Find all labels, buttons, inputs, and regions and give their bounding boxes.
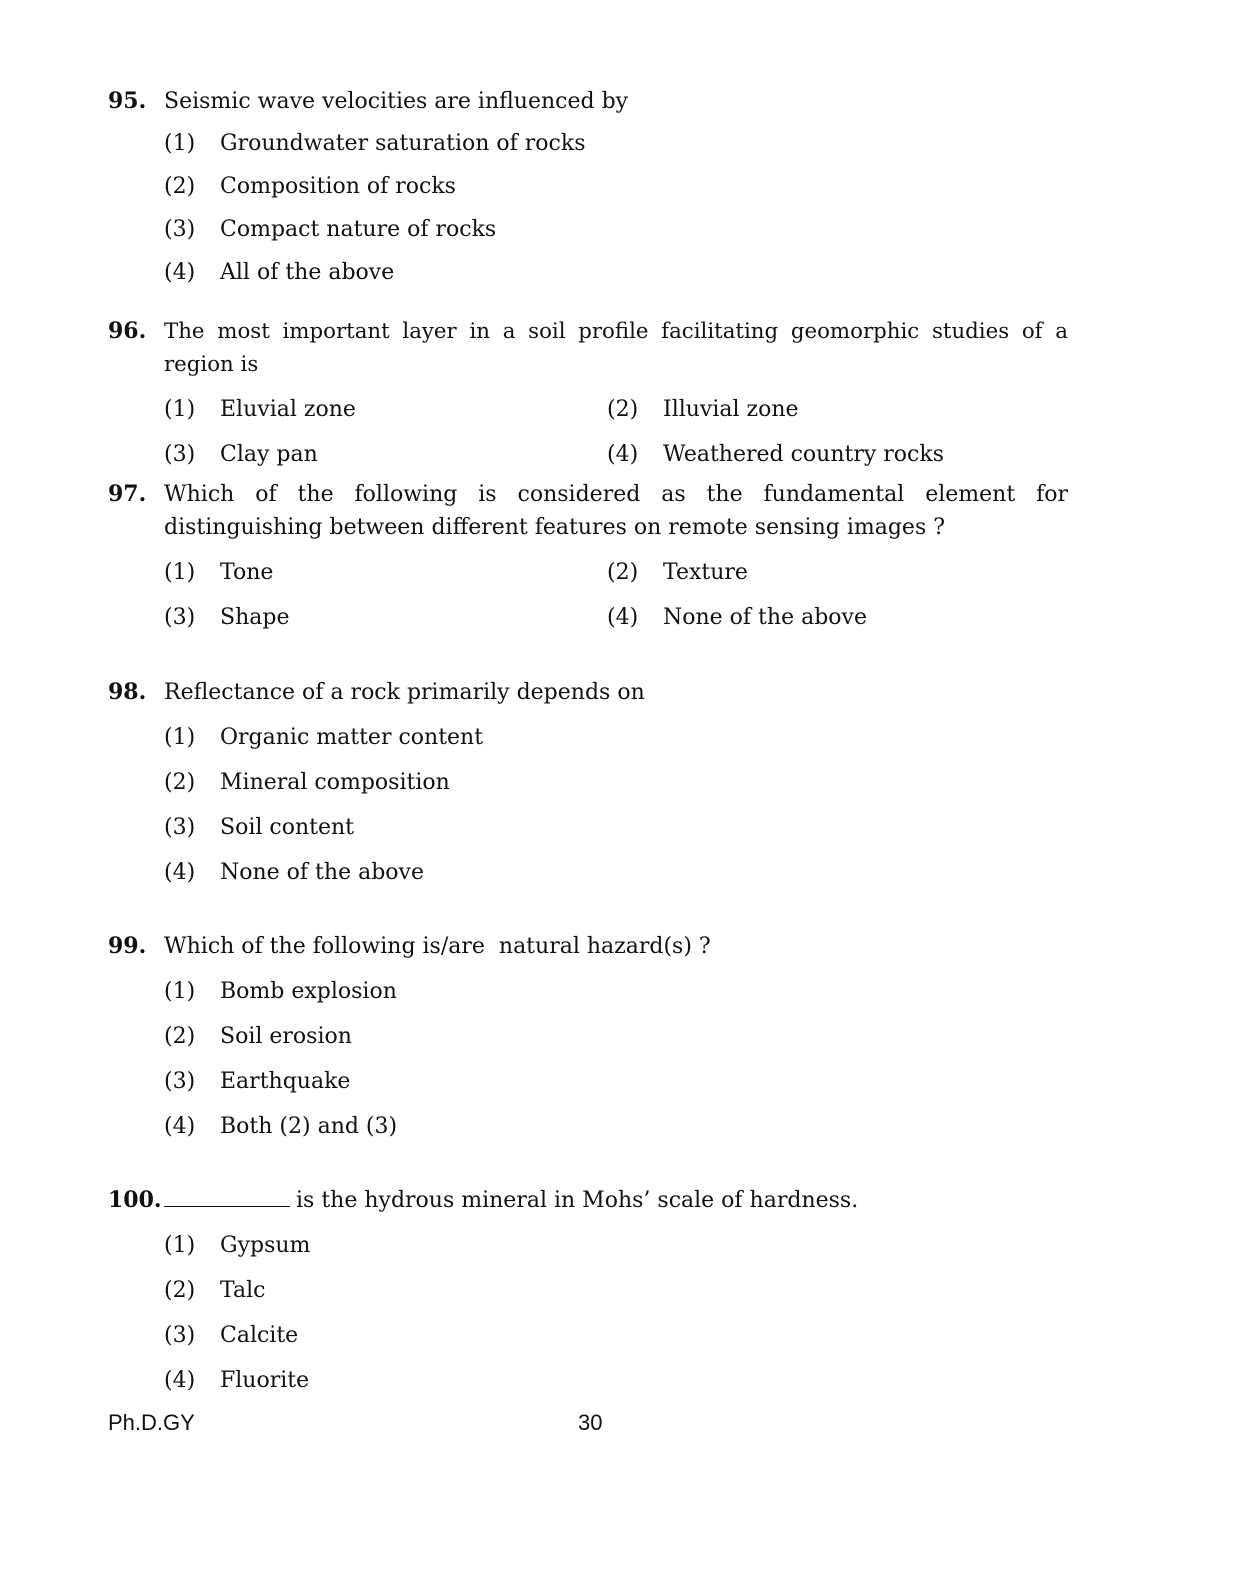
question-text: Which of the following is considered as the fundamental element for distinguishing between different features on remote sensing images ? bbox=[164, 482, 1068, 540]
option bbox=[164, 122, 1068, 165]
options-list bbox=[164, 969, 1068, 1149]
paper-code: Ph.D.GY bbox=[108, 1410, 195, 1435]
option bbox=[164, 1223, 1068, 1268]
question-text: is the hydrous mineral in Mohs’ scale of hardness. bbox=[296, 1188, 859, 1213]
option-text: Shape bbox=[220, 605, 290, 630]
option bbox=[164, 850, 1068, 895]
options-grid bbox=[164, 387, 1068, 477]
question-number: 98. bbox=[108, 679, 147, 705]
option-number: (4) bbox=[164, 1368, 196, 1393]
option bbox=[164, 760, 1068, 805]
option bbox=[164, 432, 607, 477]
option-number: (4) bbox=[164, 1114, 196, 1139]
option-number: (1) bbox=[164, 1233, 196, 1258]
option bbox=[164, 805, 1068, 850]
question-header bbox=[108, 85, 1068, 118]
question-number: 96. bbox=[108, 318, 147, 344]
option-text: Calcite bbox=[220, 1323, 299, 1348]
option bbox=[607, 387, 1067, 432]
question-100 bbox=[108, 1184, 1068, 1403]
option-number: (4) bbox=[164, 260, 196, 285]
option-text: Soil erosion bbox=[220, 1024, 352, 1049]
option-text: Composition of rocks bbox=[220, 174, 456, 199]
question-text: The most important layer in a soil profile facilitating geomorphic studies of a region is bbox=[164, 319, 1068, 377]
question-number: 99. bbox=[108, 933, 147, 959]
option-number: (1) bbox=[164, 725, 196, 750]
option-number: (4) bbox=[164, 860, 196, 885]
option-text: Earthquake bbox=[220, 1069, 351, 1094]
option-number: (3) bbox=[164, 217, 196, 242]
option bbox=[164, 550, 607, 595]
option bbox=[164, 715, 1068, 760]
option-number: (3) bbox=[164, 815, 196, 840]
question-97 bbox=[108, 478, 1068, 640]
option-number: (3) bbox=[164, 1069, 196, 1094]
option bbox=[164, 1059, 1068, 1104]
option-text: All of the above bbox=[220, 260, 395, 285]
page-number: 30 bbox=[578, 1410, 603, 1435]
option-text: Both (2) and (3) bbox=[220, 1114, 398, 1139]
option-text: Weathered country rocks bbox=[663, 442, 944, 467]
option bbox=[164, 165, 1068, 208]
option-text: Eluvial zone bbox=[220, 397, 356, 422]
option bbox=[164, 595, 607, 640]
option-text: Soil content bbox=[220, 815, 354, 840]
question-text: Which of the following is/are natural hazard(s) ? bbox=[164, 934, 711, 959]
option bbox=[607, 432, 1067, 477]
question-96 bbox=[108, 315, 1068, 477]
option bbox=[164, 1358, 1068, 1403]
question-header bbox=[108, 930, 1068, 963]
option-text: Bomb explosion bbox=[220, 979, 397, 1004]
options-list bbox=[164, 715, 1068, 895]
option-text: Clay pan bbox=[220, 442, 318, 467]
option bbox=[164, 1104, 1068, 1149]
options-list bbox=[164, 1223, 1068, 1403]
option-text: Organic matter content bbox=[220, 725, 484, 750]
question-98 bbox=[108, 676, 1068, 895]
option bbox=[164, 969, 1068, 1014]
option-number: (1) bbox=[164, 979, 196, 1004]
option-number: (2) bbox=[164, 1278, 196, 1303]
option bbox=[164, 208, 1068, 251]
option-number: (1) bbox=[164, 131, 196, 156]
option-number: (3) bbox=[164, 605, 196, 630]
option bbox=[164, 1268, 1068, 1313]
option-text: Groundwater saturation of rocks bbox=[220, 131, 586, 156]
question-95 bbox=[108, 85, 1068, 294]
option-number: (3) bbox=[164, 1323, 196, 1348]
question-number: 95. bbox=[108, 88, 147, 114]
option-text: Compact nature of rocks bbox=[220, 217, 497, 242]
question-99 bbox=[108, 930, 1068, 1149]
option-number: (2) bbox=[607, 397, 639, 422]
option-text: Mineral composition bbox=[220, 770, 450, 795]
question-header bbox=[108, 676, 1068, 709]
option-number: (2) bbox=[164, 174, 196, 199]
option-text: Texture bbox=[663, 560, 748, 585]
option bbox=[607, 550, 1067, 595]
option-number: (2) bbox=[164, 770, 196, 795]
option bbox=[607, 595, 1067, 640]
option bbox=[164, 251, 1068, 294]
option-number: (4) bbox=[607, 442, 639, 467]
option-text: Gypsum bbox=[220, 1233, 311, 1258]
option-text: Talc bbox=[220, 1278, 266, 1303]
question-text: Reflectance of a rock primarily depends on bbox=[164, 680, 645, 705]
option-text: None of the above bbox=[663, 605, 867, 630]
question-number: 97. bbox=[108, 481, 147, 507]
question-header bbox=[108, 315, 1068, 381]
option-text: Tone bbox=[220, 560, 274, 585]
question-text: Seismic wave velocities are influenced by bbox=[164, 89, 629, 114]
option-number: (1) bbox=[164, 560, 196, 585]
option-number: (2) bbox=[607, 560, 639, 585]
option-number: (2) bbox=[164, 1024, 196, 1049]
options-list bbox=[164, 122, 1068, 294]
page-footer bbox=[108, 1410, 1068, 1440]
question-number: 100. bbox=[108, 1187, 162, 1213]
question-header bbox=[108, 478, 1068, 544]
option-number: (4) bbox=[607, 605, 639, 630]
option-number: (3) bbox=[164, 442, 196, 467]
option bbox=[164, 1313, 1068, 1358]
options-grid bbox=[164, 550, 1068, 640]
option-text: Illuvial zone bbox=[663, 397, 799, 422]
option-text: None of the above bbox=[220, 860, 424, 885]
answer-blank bbox=[164, 1186, 290, 1207]
option bbox=[164, 1014, 1068, 1059]
question-header bbox=[108, 1184, 1068, 1217]
option bbox=[164, 387, 607, 432]
option-text: Fluorite bbox=[220, 1368, 310, 1393]
option-number: (1) bbox=[164, 397, 196, 422]
question-text-wrapper bbox=[164, 1184, 1068, 1217]
